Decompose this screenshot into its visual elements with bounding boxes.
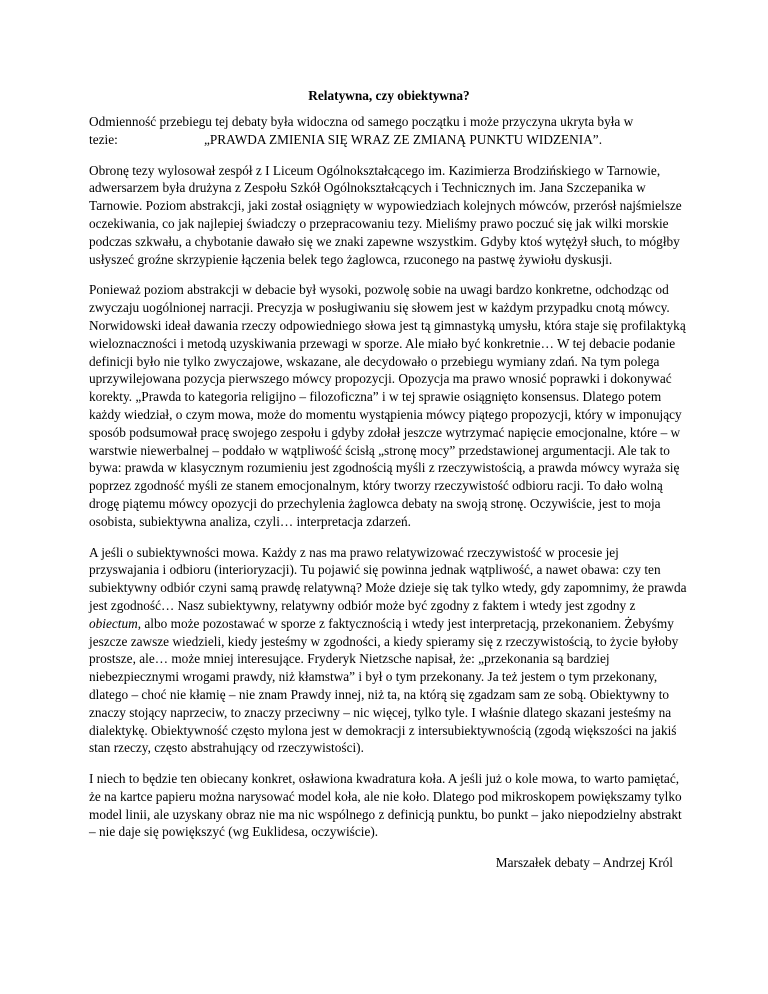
- signature: Marszałek debaty – Andrzej Król: [495, 855, 673, 871]
- intro-paragraph: [89, 113, 689, 149]
- document-title: Relatywna, czy obiektywna?: [308, 88, 470, 103]
- obiectum-term: obiectum: [89, 615, 138, 631]
- paragraph-teams: Obronę tezy wylosował zespół z I Liceum Ogólnokształcącego im. Kazimierza Brodzińskiego w Tarnowie, adwersarzem była drużyna z Zespołu Szkół Ogólnokształcących i Technicznych im. Jana Szczepanika w Tarnowie. Poziom abstrakcji, jaki został osiągnięty w wypowiedziach kolejnych mówców, przerósł najśmielsze oczekiwania, co jak najlepiej świadczy o przepracowaniu tezy. Mieliśmy prawo poczuć się jak wilki morskie podczas szkwału, a chybotanie dawało się we znaki zapewne wszystkim. Gdyby ktoś wytężył słuch, to mógłby usłyszeć groźne skrzypienie łączenia belek tego żaglowca, rzuconego na pastwę żywiołu dyskusji.: [89, 162, 682, 267]
- paragraph-abstraction: Ponieważ poziom abstrakcji w debacie był wysoki, pozwolę sobie na uwagi bardzo konkretne, odchodząc od zwyczaju uogólnionej narracji. Precyzja w posługiwaniu się słowem jest w każdym przypadku cnotą mówcy. Norwidowski ideał dawania rzeczy odpowiedniego słowa jest tą gimnastyką umysłu, która staje się profilaktyką wieloznaczności i metodą uzyskiwania przewagi w sporze. Ale miało być konkretnie… W tej debacie podanie definicji było nie tylko zwyczajowe, wskazane, ale decydowało o przebiegu wymiany zdań. Na tym polega uprzywilejowana pozycja pierwszego mówcy propozycji. Opozycja ma prawo wnosić poprawki i dokonywać korekty. „Prawda to kategoria religijno – filozoficzna” i w tej sprawie osiągnięto konsensus. Dlatego potem każdy wiedział, o czym mowa, może do momentu wystąpienia mówcy piątego propozycji, który w imponujący sposób podsumował pracę swojego zespołu i gdyby zdołał jeszcze wytrzymać napięcie emocjonalne, które – w warstwie niewerbalnej – poddało w wątpliwość ścisłą „stronę mocy” przedstawionej argumentacji. Ale tak to bywa: prawda w klasycznym rozumieniu jest zgodnością myśli z rzeczywistością, a prawda mówcy wyraża się poprzez zgodność myśli ze stanem emocjonalnym, który tworzy rzeczywistość odbioru racji. To dało wolną drogę piątemu mówcy opozycji do przechylenia żaglowca debaty na swoją stronę. Oczywiście, jest to moja osobista, subiektywna analiza, czyli… interpretacja zdarzeń.: [89, 282, 686, 529]
- paragraph-subjectivity-part1: A jeśli o subiektywności mowa. Każdy z nas ma prawo relatywizować rzeczywistość w procesie jej przyswajania i odbioru (interioryzacji). Tu pojawić się powinna jednak wątpliwość, a nawet obawa: czy ten subiektywny odbiór czyni samą prawdę relatywną? Może dzieje się tak tylko wtedy, gdy zapomnimy, że prawda jest zgodność… Nasz subiektywny, relatywny odbiór może być zgodny z faktem i wtedy jest zgodny z: [89, 544, 687, 613]
- intro-line: Odmienność przebiegu tej debaty była widoczna od samego początku i może przyczyna ukryta była w: [89, 114, 634, 129]
- paragraph-subjectivity-part2: , albo może pozostawać w sporze z faktycznością i wtedy jest interpretacją, przekonaniem. Żebyśmy jeszcze zawsze wiedzieli, kiedy jesteśmy w zgodności, a kiedy spieramy się z rzeczywistością, to życie byłoby prostsze, ale… może mniej interesujące. Fryderyk Nietzsche napisał, że: „przekonania są bardziej niebezpiecznymi wrogami prawdy, niż kłamstwa” i był o tym przekonany. Ja też jestem o tym przekonany, dlatego – choć nie kłamię – nie znam Prawdy innej, niż ta, na którą się zgadzam sam ze sobą. Obiektywny to znaczy stojący naprzeciw, to znaczy przeciwny – nic więcej, tylko tyle. I właśnie dlatego skazani jesteśmy na dialektykę. Obiektywność często mylona jest w demokracji z intersubiektywnością (zgodą większości na jakiś stan rzeczy, często abstrahujący od rzeczywistości).: [89, 615, 679, 756]
- paragraph-subjectivity: [89, 544, 689, 758]
- document-page: [89, 88, 689, 885]
- thesis-text: „PRAWDA ZMIENIA SIĘ WRAZ ZE ZMIANĄ PUNKTU WIDZENIA”.: [204, 131, 603, 147]
- thesis-label: tezie:: [89, 131, 118, 147]
- paragraph-conclusion: I niech to będzie ten obiecany konkret, osławiona kwadratura koła. A jeśli już o kole mowa, to warto pamiętać, że na kartce papieru można narysować model koła, ale nie koło. Dlatego pod mikroskopem powiększamy tylko model linii, ale uzyskany obraz nie ma nic wspólnego z definicją punktu, bo punkt – jako niepodzielny abstrakt – nie daje się powiększyć (wg Euklidesa, oczywiście).: [89, 771, 682, 840]
